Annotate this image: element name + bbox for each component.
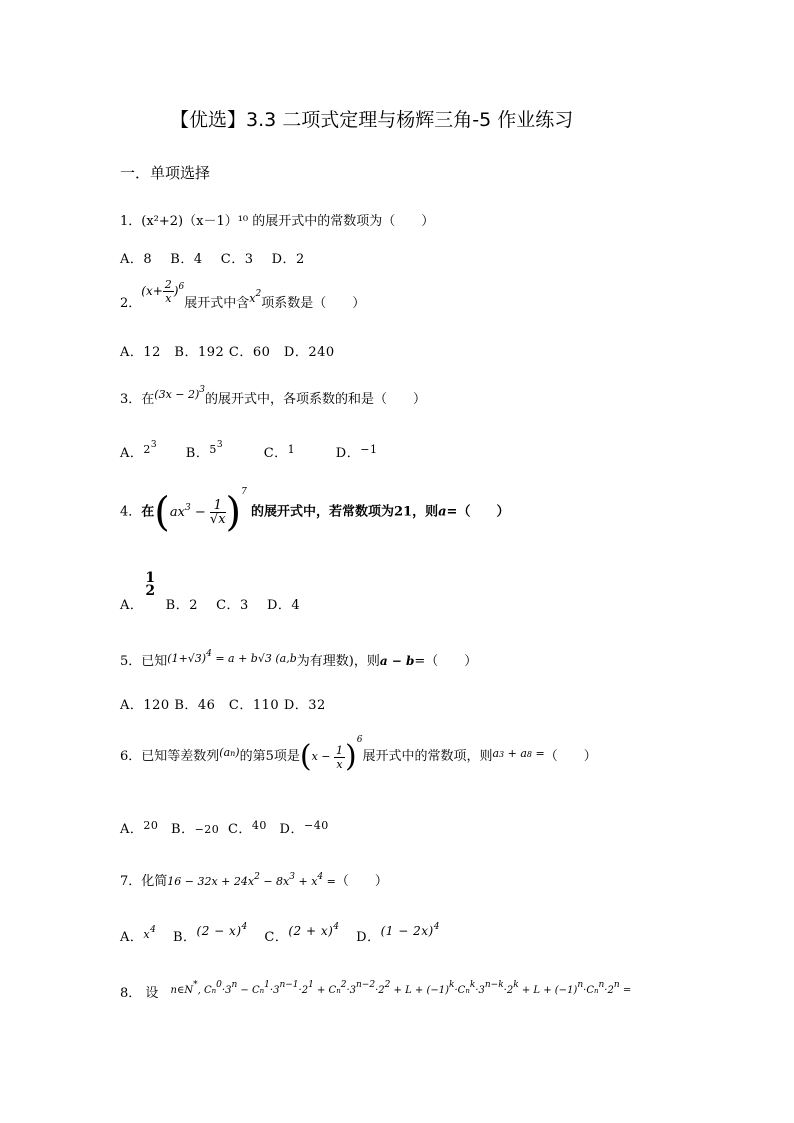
formula: −40 [303, 819, 329, 832]
formula: $(2 - x)^4$ [196, 922, 248, 938]
formula: 23 [143, 440, 158, 456]
question-3-options: A．$^{2^3}$ B．$^{5^3}$ C．$^1$ D．$^{-1}$ [120, 440, 378, 461]
formula: 53 [209, 440, 224, 456]
formula: n∈N*, Cn0·3n − Cn1·3n−1·21 + Cn2·3n−2·22 + L + (−1)k·Cnk·3n−k·2k + L + (−1)n·Cnn·2n = [170, 980, 632, 996]
question-5: 5．已知$^{(1+√3)^4 = a + b√3 (a,b}$为有理数)，则a − b=（ ） [120, 649, 478, 669]
question-6: 6．已知等差数列$^{(an)}$的第5项是(x − $\frac{1}{x}$ )$^6$展开式中的常数项，则$^{a3 + a8 =}$（ ） [120, 735, 597, 774]
formula: (an) [219, 746, 240, 759]
question-2-options: A．12 B．192 C．60 D．240 [120, 345, 335, 360]
formula: (x − $\frac{1}{x}$ )$^6$ [299, 735, 363, 774]
question-3: 3．在$^{(3x - 2)^3}$的展开式中，各项系数的和是（ ） [120, 385, 427, 407]
question-1: 1．(x²+2)（x－1）¹⁰ 的展开式中的常数项为（ ） [120, 214, 435, 229]
formula: 1 2 [145, 570, 156, 599]
formula: x4 [143, 925, 157, 941]
formula: 20 [143, 819, 159, 832]
formula: x2 [249, 289, 262, 305]
formula: (3x − 2)3 [154, 385, 206, 401]
formula: $16 - 32x + 24x^2 - 8x^3 + x^4$ = [167, 872, 336, 888]
page-title: 【优选】3.3 二项式定理与杨辉三角-5 作业练习 [170, 109, 574, 131]
formula: a [438, 504, 447, 520]
formula: $(2 + x)^4$ [288, 922, 340, 938]
formula: ($ax^3$ − $\frac{1}{√x}$ )$^7$ [154, 486, 247, 535]
formula: −1 [360, 443, 378, 456]
question-5-options: A．120 B．46 C．110 D．32 [120, 698, 326, 713]
question-7-options: A．$^{x^4}$ B．$(2 - x)^4$ C．$(2 + x)^4$ D．$(1 - 2x)^4$ [120, 922, 440, 945]
question-8: 8． 设 $^{n\in N*, Cn0\cdot 3n - Cn1\cdot 3n-1\cdot 21 + Cn2\cdot 3n-2\cdot 22 + L + (-1)k\cdot Cnk\cdot 3n-k\cdot 2k + L + (-1)n\cdot Cnn\cdot 2n =}$ [120, 980, 632, 1001]
formula: −20 [194, 823, 220, 836]
question-2: 2．(x+ $\frac{2}{x}$ )$^6$展开式中含$^{x^2}$项系数是（ ） [120, 278, 366, 311]
formula: a − b [379, 654, 415, 668]
section-heading: 一．单项选择 [120, 164, 211, 182]
formula: a3 + a8 = [492, 747, 545, 760]
formula: $(1 - 2x)^4$ [380, 922, 440, 938]
formula: (1+√3)4 = a + b√3 (a,b [167, 649, 297, 665]
question-7: 7．化简$16 - 32x + 24x^2 - 8x^3 + x^4$ =（ ） [120, 872, 388, 889]
question-4: 4．在($ax^3$ − $\frac{1}{√x}$ )$^7$ 的展开式中，若常数项为21，则a=（ ） [120, 486, 510, 535]
question-1-options: A．8 B．4 C．3 D．2 [120, 252, 305, 267]
formula: 1 [287, 443, 296, 456]
formula: 40 [251, 819, 267, 832]
formula: (x+ $\frac{2}{x}$ )$^6$ [141, 278, 185, 305]
question-4-options: A． 1 2 B．2 C．3 D．4 [120, 570, 301, 613]
question-6-options: A．$^{20}$ B．−20 C．$^{40}$ D．$^{-40}$ [120, 819, 329, 837]
